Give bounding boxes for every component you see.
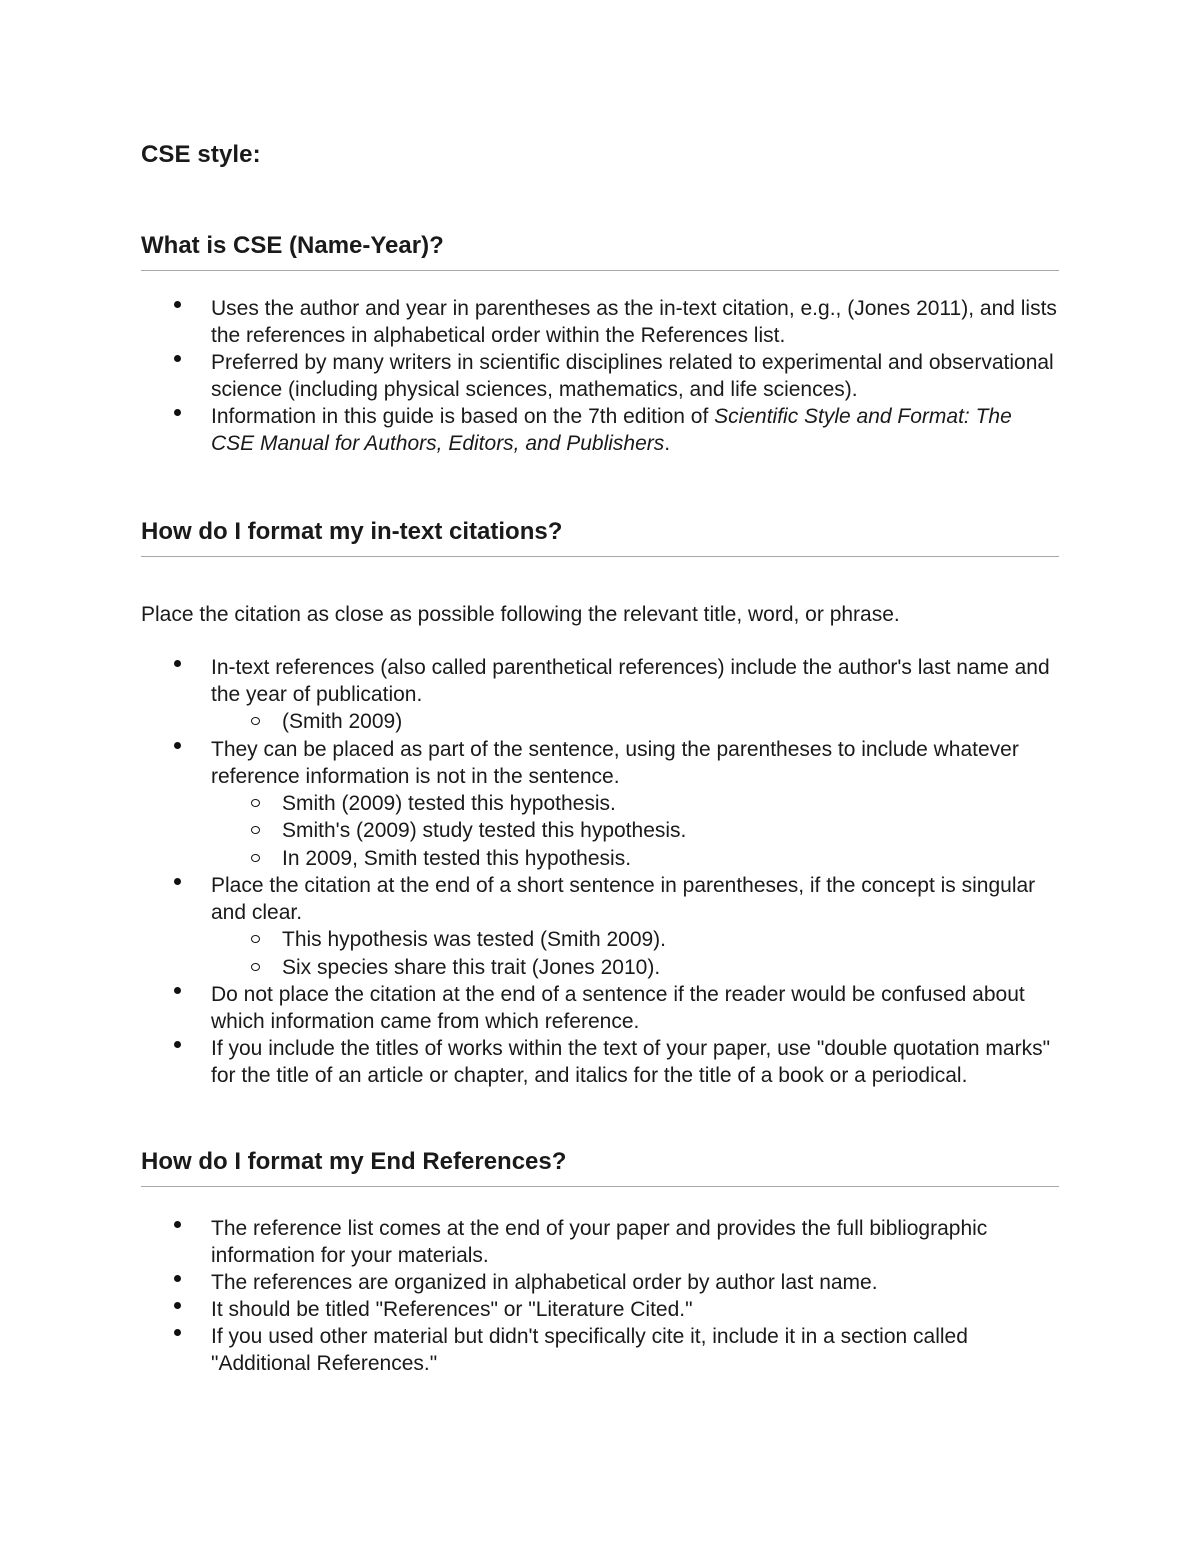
bullet-list (141, 1215, 1059, 1377)
example-text: In 2009, Smith tested this hypothesis. (282, 846, 632, 870)
bullet-icon (174, 409, 181, 416)
list-item-text: . (664, 432, 671, 455)
bullet-icon (174, 355, 181, 362)
document-title: CSE style: (141, 141, 261, 168)
bullet-icon (174, 1302, 181, 1309)
bullet-icon (174, 1275, 181, 1282)
bullet-icon (174, 1329, 181, 1336)
list-item-text: If you include the titles of works within the text of your paper, use "double quotation marks" for the title of an article or chapter, and italics for the title of a book or a periodical. (211, 1037, 1051, 1087)
bullet-icon (174, 878, 181, 885)
circle-bullet-icon (251, 799, 260, 807)
list-item (141, 295, 1059, 349)
sub-list-item (141, 845, 1059, 873)
sub-list-item (141, 954, 1059, 982)
list-item-text: Preferred by many writers in scientific disciplines related to experimental and observational science (including physical sciences, mathematics, and life sciences). (211, 351, 1054, 401)
circle-bullet-icon (251, 717, 260, 725)
list-item (141, 1296, 1059, 1323)
list-item (141, 349, 1059, 403)
list-item-text: They can be placed as part of the sentence, using the parentheses to include whatever reference information is not in the sentence. (211, 737, 1019, 788)
example-text: (Smith 2009) (282, 710, 403, 733)
bullet-icon (174, 660, 181, 667)
circle-bullet-icon (251, 935, 260, 943)
bullet-icon (174, 1221, 181, 1228)
list-item (141, 1035, 1059, 1089)
bullet-icon (174, 742, 181, 749)
sub-list (211, 708, 1059, 736)
circle-bullet-icon (251, 854, 260, 862)
section-in-text-citations (141, 517, 1059, 1089)
list-item (141, 872, 1059, 981)
sub-list (211, 926, 1059, 981)
sub-list-item (141, 817, 1059, 845)
section-what-is-cse (141, 231, 1059, 457)
list-item-text: Place the citation at the end of a short sentence in parentheses, if the concept is singular and clear. (211, 874, 1036, 924)
list-item-text: Uses the author and year in parentheses as the in-text citation, e.g., (Jones 2011), and lists the references in alphabetical order within the References list. (211, 297, 1057, 347)
list-item (141, 736, 1059, 873)
list-item-text: The references are organized in alphabetical order by author last name. (211, 1271, 878, 1294)
section-heading: What is CSE (Name-Year)? (141, 231, 1059, 271)
example-text: Six species share this trait (Jones 2010). (282, 955, 661, 979)
sub-list-item (141, 926, 1059, 954)
section-heading: How do I format my in-text citations? (141, 517, 1059, 557)
bullet-icon (174, 987, 181, 994)
circle-bullet-icon (251, 963, 260, 971)
list-item-text: If you used other material but didn't specifically cite it, include it in a section called "Additional References." (211, 1325, 968, 1375)
section-heading: How do I format my End References? (141, 1147, 1059, 1187)
bullet-list (141, 295, 1059, 457)
bullet-icon (174, 1041, 181, 1048)
list-item (141, 981, 1059, 1035)
manual-title: Scientific Style and Format: The CSE Manual for Authors, Editors, and Publishers (211, 405, 1012, 455)
sub-list (211, 790, 1059, 873)
section-intro: Place the citation as close as possible following the relevant title, word, or phrase. (141, 603, 900, 626)
list-item (141, 1215, 1059, 1269)
circle-bullet-icon (251, 826, 260, 834)
list-item-text: The reference list comes at the end of your paper and provides the full bibliographic information for your materials. (211, 1217, 988, 1267)
list-item (141, 654, 1059, 736)
list-item (141, 1269, 1059, 1296)
list-item-text: It should be titled "References" or "Literature Cited." (211, 1298, 693, 1321)
list-item-text: In-text references (also called parenthetical references) include the author's last name and the year of publication. (211, 656, 1050, 706)
sub-list-item (141, 708, 1059, 736)
example-text: Smith (2009) tested this hypothesis. (282, 791, 616, 815)
bullet-icon (174, 301, 181, 308)
list-item-text: Do not place the citation at the end of a sentence if the reader would be confused about which information came from which reference. (211, 983, 1025, 1033)
sub-list-item (141, 790, 1059, 818)
bullet-list (141, 654, 1059, 1089)
list-item (141, 1323, 1059, 1377)
list-item (141, 403, 1059, 457)
section-end-references (141, 1147, 1059, 1377)
example-text: Smith's (2009) study tested this hypothesis. (282, 819, 687, 842)
list-item-text: Information in this guide is based on the 7th edition of (211, 405, 715, 428)
example-text: This hypothesis was tested (Smith 2009). (282, 928, 667, 951)
